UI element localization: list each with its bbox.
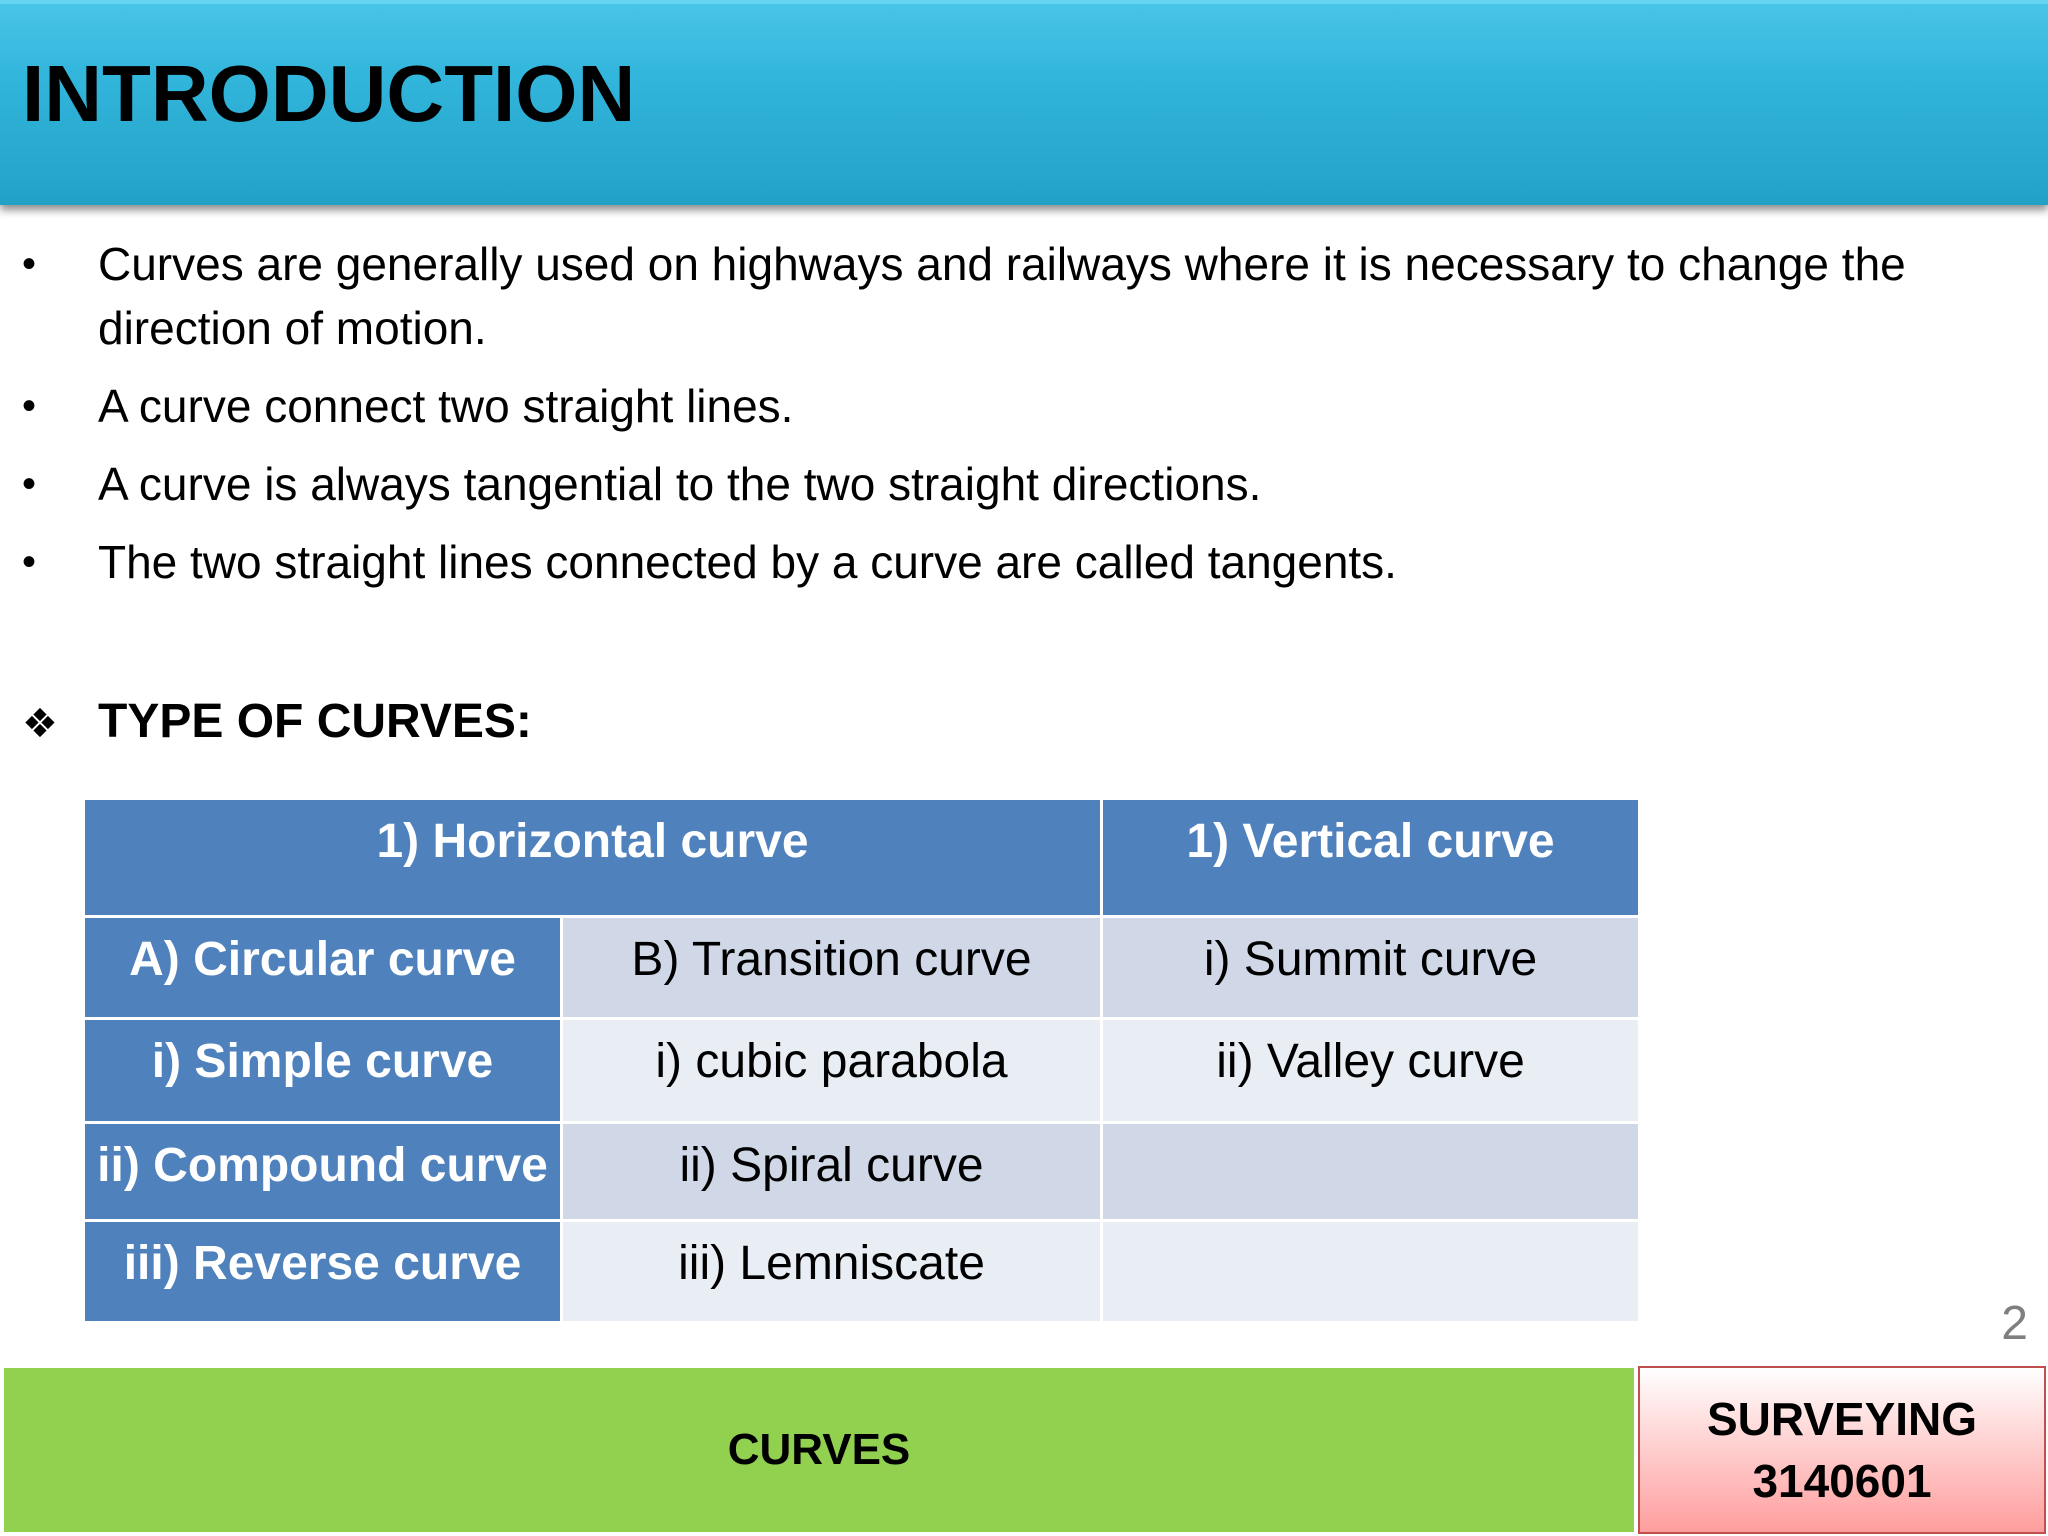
bullet-icon: • xyxy=(22,540,37,584)
types-heading-text: TYPE OF CURVES: xyxy=(98,695,532,748)
table-cell: i) cubic parabola xyxy=(562,1019,1102,1123)
curve-types-table xyxy=(82,797,1641,1324)
bullet-icon: • xyxy=(22,242,37,286)
bullet-text: A curve is always tangential to the two straight directions. xyxy=(98,458,1262,510)
bullet-item xyxy=(0,232,2048,360)
bullet-text: The two straight lines connected by a curve are called tangents. xyxy=(98,536,1397,588)
table-row xyxy=(84,917,1640,1019)
table-row xyxy=(84,1123,1640,1221)
table-cell: i) Simple curve xyxy=(84,1019,562,1123)
bullet-list xyxy=(0,232,2048,608)
table-row xyxy=(84,1221,1640,1323)
footer-subject-name: SURVEYING xyxy=(1706,1393,1978,1445)
table-cell: ii) Valley curve xyxy=(1102,1019,1640,1123)
table-header-row xyxy=(84,799,1640,917)
table-cell: iii) Reverse curve xyxy=(84,1221,562,1323)
table-cell: ii) Spiral curve xyxy=(562,1123,1102,1221)
footer-topic-label: CURVES xyxy=(727,1425,911,1474)
table-cell: i) Summit curve xyxy=(1102,917,1640,1019)
bullet-text: A curve connect two straight lines. xyxy=(98,380,794,432)
bullet-text: Curves are generally used on highways and railways where it is necessary to change the direction of motion. xyxy=(98,238,1906,354)
slide-title: INTRODUCTION xyxy=(22,49,636,138)
bullet-icon: • xyxy=(22,462,37,506)
table-row xyxy=(84,1019,1640,1123)
bullet-item xyxy=(0,374,2048,438)
table-cell xyxy=(1102,1123,1640,1221)
diamond-bullet-icon: ❖ xyxy=(22,702,58,746)
footer-topic-bar xyxy=(4,1368,1634,1532)
table-cell: A) Circular curve xyxy=(84,917,562,1019)
bullet-icon: • xyxy=(22,384,37,428)
table-cell: iii) Lemniscate xyxy=(562,1221,1102,1323)
header-vertical-curve: 1) Vertical curve xyxy=(1102,799,1640,917)
page-number: 2 xyxy=(2001,1297,2028,1350)
table-cell xyxy=(1102,1221,1640,1323)
footer-subject-box xyxy=(1638,1366,2046,1534)
bullet-item xyxy=(0,530,2048,594)
types-heading xyxy=(22,690,532,756)
title-bar xyxy=(0,0,2048,205)
header-horizontal-curve: 1) Horizontal curve xyxy=(84,799,1102,917)
table-cell: ii) Compound curve xyxy=(84,1123,562,1221)
bullet-item xyxy=(0,452,2048,516)
table-cell: B) Transition curve xyxy=(562,917,1102,1019)
footer-subject-code: 3140601 xyxy=(1752,1455,1932,1507)
